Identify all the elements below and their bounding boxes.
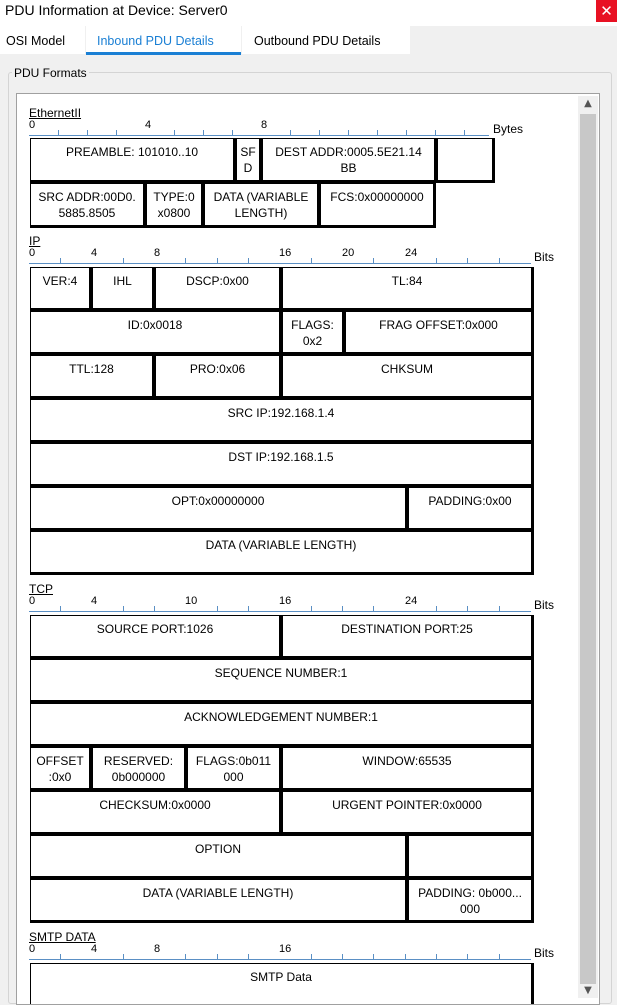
scroll-up-icon[interactable]: ▲ [584,98,592,109]
tick [499,606,500,611]
src-ip-field: SRC IP:192.168.1.4 [30,399,534,443]
ip-data-field: DATA (VARIABLE LENGTH) [30,531,534,575]
tick [342,606,343,611]
ip-section-title: IP [29,234,41,248]
pdu-panel [16,93,600,1005]
id-field: ID:0x0018 [30,311,282,355]
close-icon[interactable]: ✕ [596,0,617,22]
tick [232,130,233,135]
ethernet-data-field: DATA (VARIABLE LENGTH) [204,183,320,228]
tcp-padding-field: PADDING: 0b000... 000 [408,879,534,923]
tick [373,954,374,959]
tick [464,130,465,135]
tick [436,606,437,611]
urgent-pointer-field: URGENT POINTER:0x0000 [282,791,534,835]
tick [185,258,186,263]
active-tab-underline [86,52,241,55]
tick [377,130,378,135]
ruler-label: 0 [29,595,36,607]
preamble-field: PREAMBLE: 101010..10 [30,138,236,183]
dst-ip-field: DST IP:192.168.1.5 [30,443,534,487]
tick [436,258,437,263]
src-addr-field: SRC ADDR:00D0. 5885.8505 [30,183,146,228]
dscp-field: DSCP:0x00 [155,267,282,311]
dest-addr-text: DEST ADDR:0005.5E21.14 BB [275,145,422,175]
tick [435,130,436,135]
ip-unit: Bits [534,250,555,264]
ruler-label: 0 [29,119,36,131]
ip-checksum-field: CHKSUM [282,355,534,399]
tick [174,130,175,135]
ethernet-ruler [29,121,489,136]
smtp-section-title: SMTP DATA [29,930,96,944]
ruler-label: 8 [154,247,161,259]
tick [217,954,218,959]
tick [58,130,59,135]
tick [185,954,186,959]
ethernet-blank-field [437,138,495,183]
pdu-content [17,94,579,1004]
tcp-data-field: DATA (VARIABLE LENGTH) [30,879,408,923]
ruler-label: 0 [29,247,36,259]
tick [123,258,124,263]
tab-outbound-pdu[interactable]: Outbound PDU Details [242,26,410,54]
protocol-field: PRO:0x06 [155,355,282,399]
ruler-label: 16 [279,943,292,955]
tick [203,130,204,135]
offset-field: OFFSET :0x0 [30,747,92,791]
ruler-label: 4 [91,943,98,955]
group-label: PDU Formats [14,66,87,80]
title-bar [0,0,617,26]
ethernet-unit: Bytes [493,122,524,136]
tcp-ruler [29,597,531,612]
tick [406,130,407,135]
ip-flags-field: FLAGS: 0x2 [282,311,345,355]
sequence-number-field: SEQUENCE NUMBER:1 [30,659,534,703]
ver-field: VER:4 [30,267,92,311]
ruler-label: 8 [154,943,161,955]
window-field: WINDOW:65535 [282,747,534,791]
ruler-label: 16 [279,595,292,607]
tick [311,258,312,263]
reserved-field: RESERVED: 0b000000 [92,747,187,791]
tick [311,606,312,611]
ruler-label: 24 [405,595,418,607]
tick [60,606,61,611]
tick [319,130,320,135]
tick [405,954,406,959]
tick [373,606,374,611]
ruler-label: 24 [405,247,418,259]
ttl-field: TTL:128 [30,355,155,399]
tick [60,954,61,959]
tick [348,130,349,135]
scrollbar-thumb[interactable] [580,114,596,984]
tl-field: TL:84 [282,267,534,311]
ruler-label: 4 [91,247,98,259]
tick [217,606,218,611]
tick [248,954,249,959]
tick [248,606,249,611]
tick [87,130,88,135]
tab-inbound-label: Inbound PDU Details [97,34,214,48]
tick [116,130,117,135]
smtp-ruler [29,945,531,960]
tick [467,606,468,611]
sfd-field: SF D [236,138,262,183]
tab-bar [0,26,617,54]
tick [290,130,291,135]
tcp-option-field: OPTION [30,835,408,879]
window-title: PDU Information at Device: Server0 [5,2,228,18]
ethernet-section-title: EthernetII [29,106,82,120]
tick [373,258,374,263]
dest-addr-field [262,138,437,183]
tick [436,954,437,959]
tcp-unit: Bits [534,598,555,612]
ruler-label: 10 [185,595,198,607]
tick [467,258,468,263]
type-field: TYPE:0 x0800 [146,183,204,228]
scroll-down-icon[interactable]: ▼ [584,985,592,996]
tick [123,954,124,959]
tick [499,954,500,959]
source-port-field: SOURCE PORT:1026 [30,615,282,659]
tab-osi-model[interactable]: OSI Model [0,26,85,54]
tcp-checksum-field: CHECKSUM:0x0000 [30,791,282,835]
vertical-scrollbar[interactable] [578,96,598,998]
tick [467,954,468,959]
ruler-label: 0 [29,943,36,955]
tick [311,954,312,959]
destination-port-field: DESTINATION PORT:25 [282,615,534,659]
ruler-label: 4 [145,119,152,131]
ip-options-field: OPT:0x00000000 [30,487,408,531]
tab-inbound-pdu[interactable] [86,26,241,54]
tcp-flags-field: FLAGS:0b011 000 [187,747,282,791]
ip-ruler [29,249,531,264]
frag-offset-field: FRAG OFFSET:0x000 [345,311,534,355]
tick [342,954,343,959]
ruler-label: 20 [342,247,355,259]
ruler-label: 16 [279,247,292,259]
smtp-data-field: SMTP Data [30,963,534,1005]
tick [154,606,155,611]
tick [60,258,61,263]
tick [123,606,124,611]
tick [499,258,500,263]
tick [217,258,218,263]
fcs-field: FCS:0x00000000 [320,183,436,228]
ihl-field: IHL [92,267,155,311]
smtp-unit: Bits [534,946,555,960]
ack-number-field: ACKNOWLEDGEMENT NUMBER:1 [30,703,534,747]
tick [248,258,249,263]
tcp-section-title: TCP [29,582,53,596]
ip-padding-field: PADDING:0x00 [408,487,534,531]
ruler-label: 8 [261,119,268,131]
ruler-label: 4 [91,595,98,607]
tcp-option-blank [408,835,534,879]
